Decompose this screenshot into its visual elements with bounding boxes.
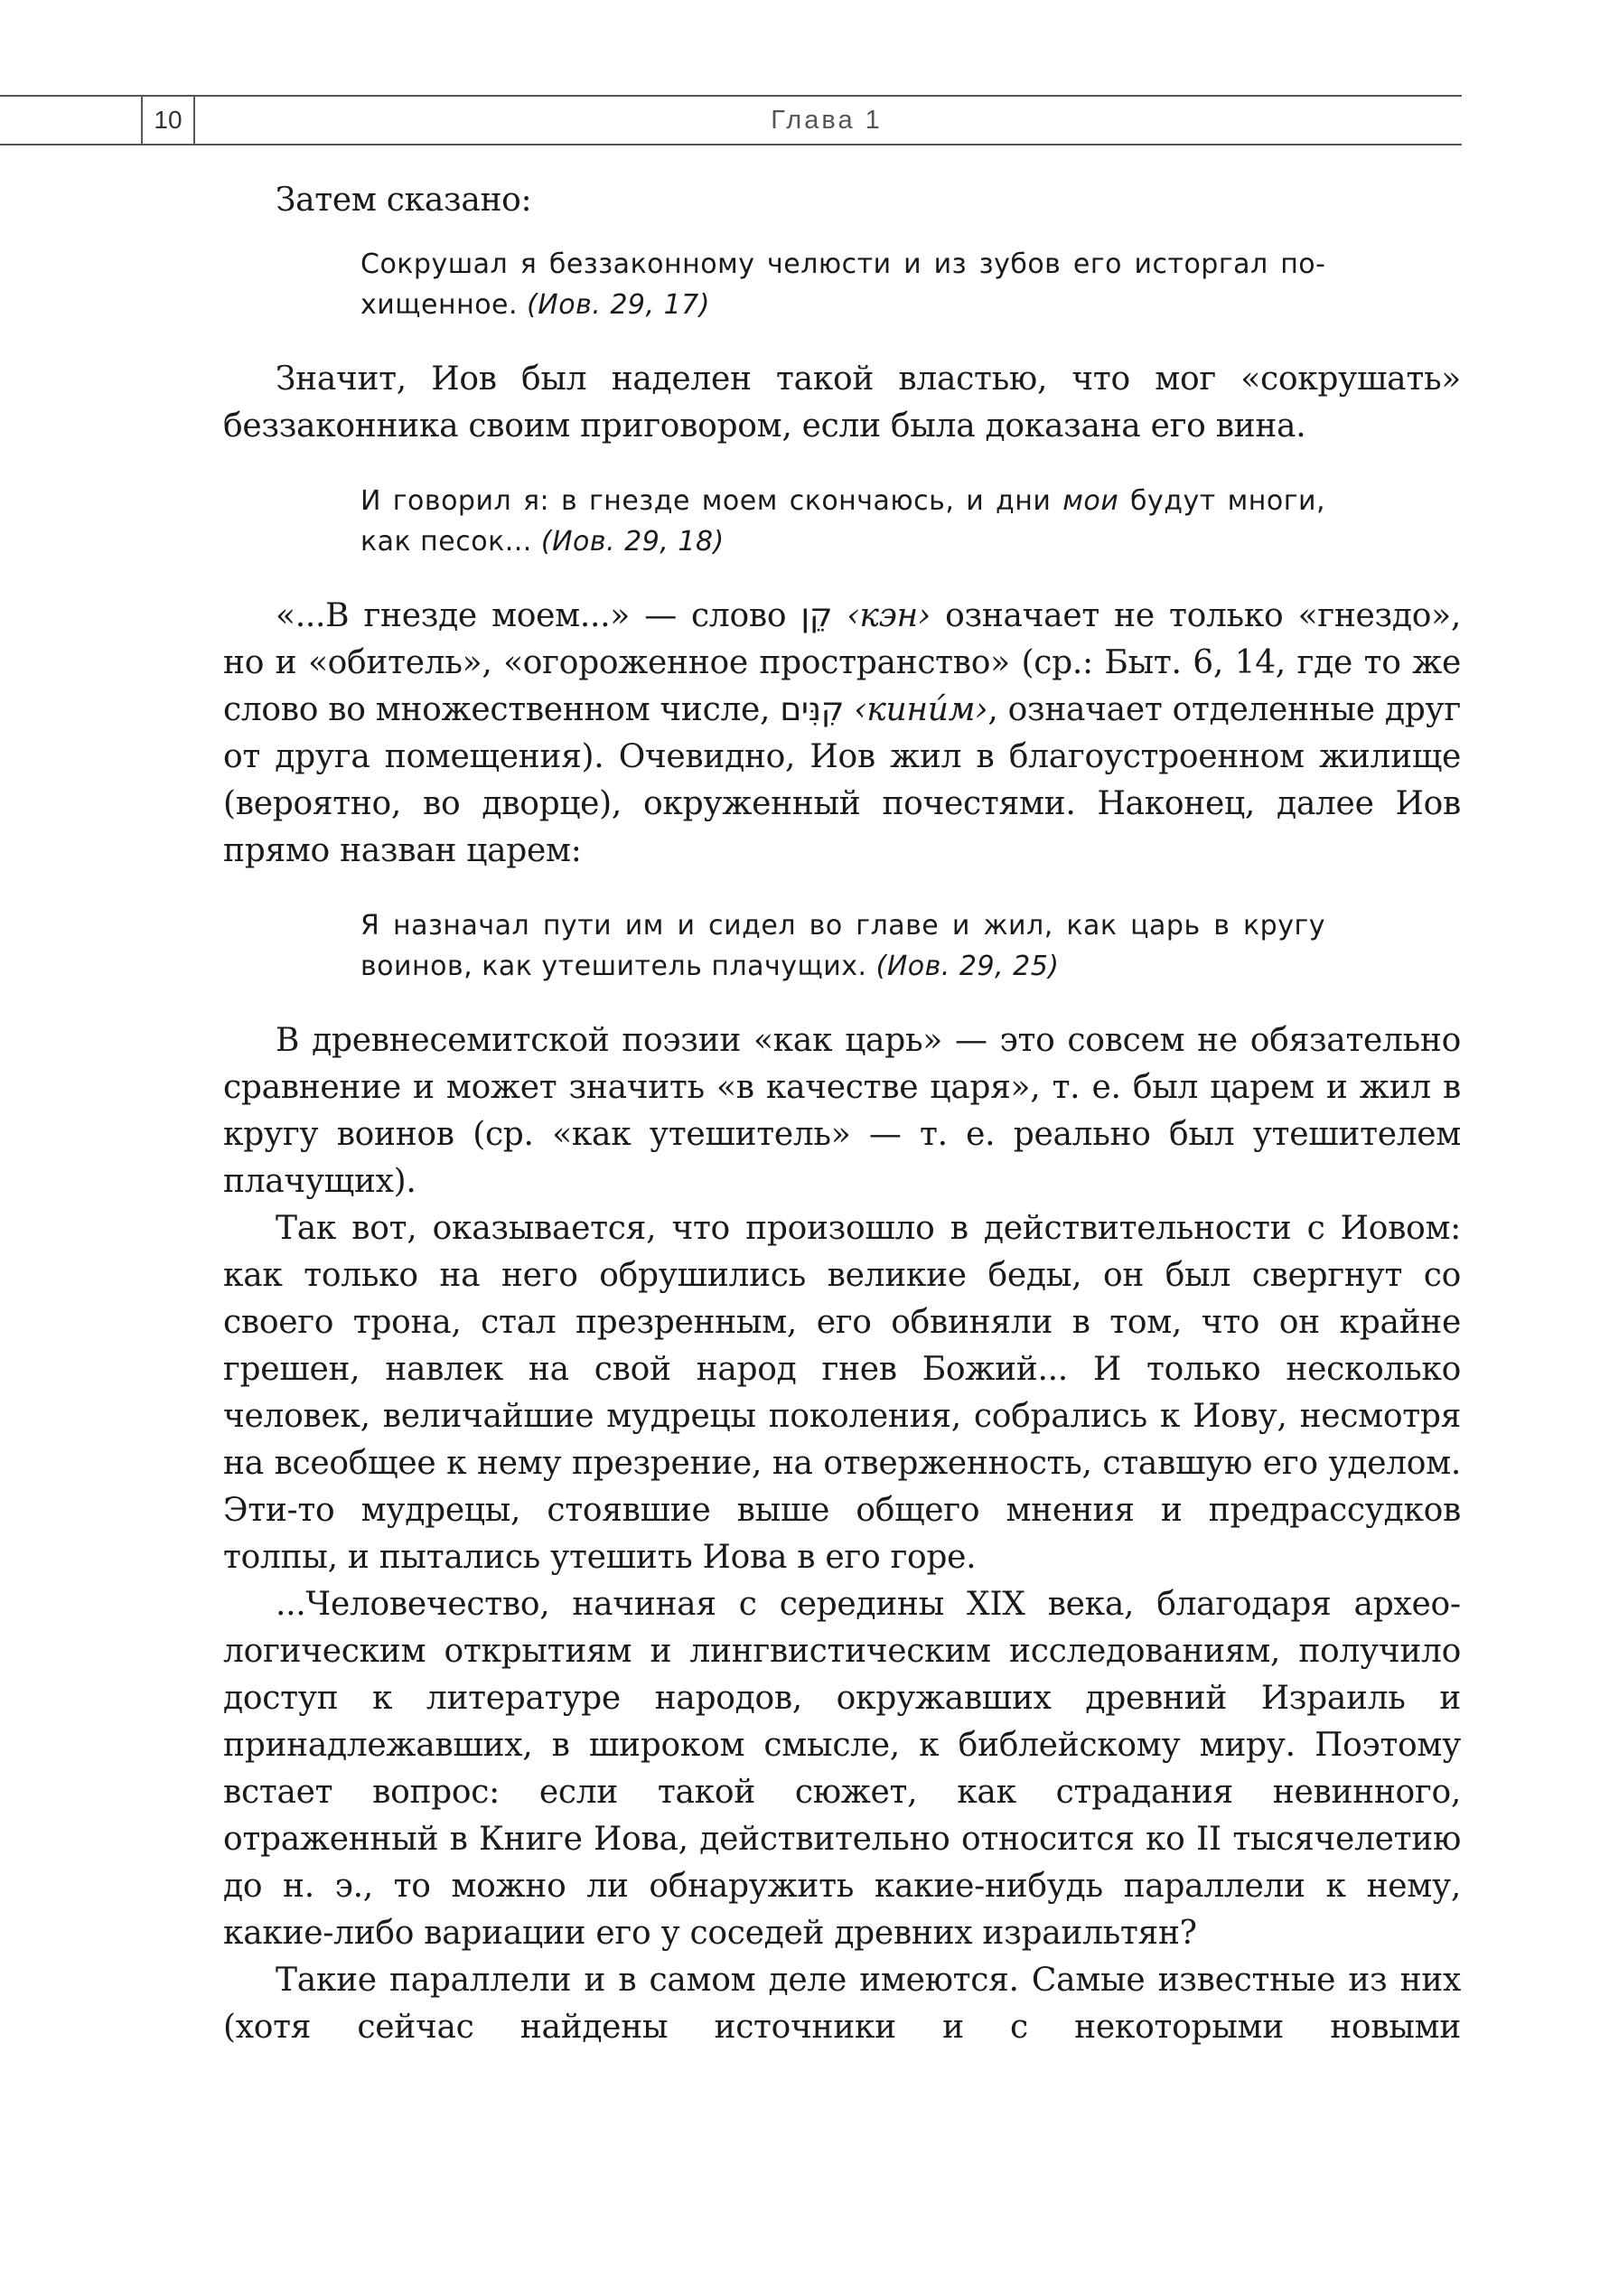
quote-text: И говорил я: в гнезде моем скончаюсь, и дни <box>360 485 1063 517</box>
paragraph-text: «...В гнезде моем...» — слово <box>276 597 801 634</box>
paragraph-humanity: ...Человечество, начиная с середины XIX века, благодаря археологическим открытиям и лингвистическим исследованиям, получило доступ к литературе народов, окружавших древний Израиль и принадлежавших, в широком смысле, к библейскому миру. Поэтому встает вопрос: если такой сюжет, как страдания невинного, отраженный в Книге Иова, действительно относится ко II тысячелетию до н. э., то можно ли обнаружить какие-нибудь параллели к нему, какие-либо вариации его у соседей древних израильтян? <box>223 1586 1461 1952</box>
paragraph-overthrown: Так вот, оказывается, что произошло в действительности с Иовом: как только на него обрушились великие беды, он был свергнут со своего трона, стал презренным, его обвиняли в том, что он крайне грешен, навлек на свой народ гнев Божий... И только несколько человек, величайшие мудрецы поколения, собрались к Иову, несмотря на всеобщее к нему презрение, на отверженность, ставшую его уделом. Эти-то мудрецы, стоявшие выше общего мнения и предрассудков толпы, и пытались утешить Иова в его горе. <box>223 1210 1461 1576</box>
paragraph-parallels: Такие параллели и в самом деле имеются. Самые известные из них (хотя сейчас найдены источники и с некоторыми новыми <box>223 1962 1461 2046</box>
quote-reference: (Иов. 29, 18) <box>540 526 725 558</box>
chapter-title: Глава 1 <box>771 106 883 135</box>
quote-text: Сокрушал я беззаконному челюсти и из зубов его исторгал похищенное. <box>360 248 1325 321</box>
hebrew-word-kinim: קִנִּים <box>780 691 845 728</box>
quote-job-29-17 <box>223 244 1461 325</box>
quote-text: будут многи, как песок... <box>360 485 1325 558</box>
quote-emphasis: мои <box>1062 485 1119 517</box>
paragraph-text: означает не только «гнездо», но и «обитель», «огороженное пространство» (ср.: Быт. 6, 14, где то же слово во множественном числе, <box>223 597 1461 728</box>
quote-job-29-18 <box>223 481 1461 562</box>
transliteration-kinim: ‹кини́м› <box>854 691 988 728</box>
page-number: 10 <box>141 97 195 144</box>
quote-text: Я назначал пути им и сидел во главе и жил, как царь в кругу воинов, как утешитель плачущих. <box>360 910 1325 982</box>
quote-job-29-25 <box>223 905 1461 987</box>
quote-reference: (Иов. 29, 17) <box>527 289 710 321</box>
quote-reference: (Иов. 29, 25) <box>875 951 1060 982</box>
paragraph-king: В древнесемитской поэзии «как царь» — это совсем не обязательно сравнение и может значить «в качестве царя», т. е. был царем и жил в кругу воинов (ср. «как утешитель» — т. е. реально был утешителем плачущих). <box>223 1022 1461 1200</box>
main-text <box>223 177 1461 2051</box>
transliteration-ken: ‹кэн› <box>847 597 931 634</box>
hebrew-word-ken: קֵן <box>800 597 833 634</box>
running-head <box>0 95 1462 145</box>
paragraph-text: , означает отделенные друг от друга помещения). Очевидно, Иов жил в благоустроенном жилище (вероятно, во дворце), окруженный почестями. Наконец, далее Иов прямо назван царем: <box>223 691 1461 869</box>
paragraph-nest <box>223 593 1461 875</box>
paragraph-intro: Затем сказано: <box>276 182 532 219</box>
paragraph-power: Значит, Иов был наделен такой властью, что мог «сокрушать» беззаконника своим приговором, если была доказана его вина. <box>223 361 1461 445</box>
